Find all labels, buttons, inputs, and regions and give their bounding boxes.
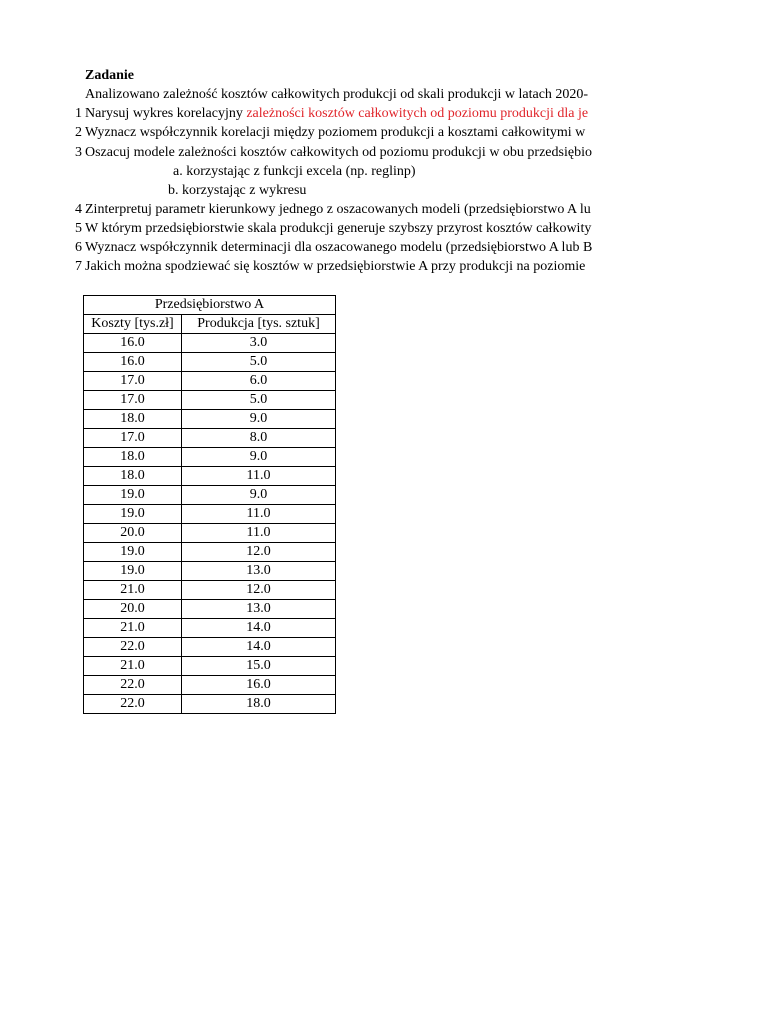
table-row bbox=[84, 486, 336, 505]
cell-koszty: 21.0 bbox=[84, 657, 182, 676]
task-number: 4 bbox=[75, 202, 82, 217]
task-text-plain: Oszacuj modele zależności kosztów całkowitych od poziomu produkcji w obu przedsiębio bbox=[85, 145, 592, 160]
task-number: 3 bbox=[75, 145, 82, 160]
cell-produkcja: 13.0 bbox=[182, 600, 336, 619]
cell-koszty: 18.0 bbox=[84, 467, 182, 486]
task-text-plain: Wyznacz współczynnik korelacji między poziomem produkcji a kosztami całkowitymi w bbox=[85, 125, 586, 140]
table-row bbox=[84, 562, 336, 581]
cell-koszty: 21.0 bbox=[84, 581, 182, 600]
cell-koszty: 20.0 bbox=[84, 524, 182, 543]
table-row bbox=[84, 695, 336, 714]
table-row bbox=[84, 467, 336, 486]
task-text bbox=[85, 257, 585, 276]
cell-koszty: 18.0 bbox=[84, 448, 182, 467]
table-row bbox=[84, 353, 336, 372]
data-table-przedsiebiorstwo-a bbox=[83, 295, 336, 714]
table-row bbox=[84, 372, 336, 391]
table-row bbox=[84, 600, 336, 619]
task-text-highlight: zależności kosztów całkowitych od poziomu produkcji dla je bbox=[246, 106, 589, 121]
cell-produkcja: 12.0 bbox=[182, 581, 336, 600]
table-row bbox=[84, 676, 336, 695]
task-number: 2 bbox=[75, 125, 82, 140]
cell-koszty: 17.0 bbox=[84, 429, 182, 448]
task-text-plain: Wyznacz współczynnik determinacji dla oszacowanego modelu (przedsiębiorstwo A lub B bbox=[85, 240, 593, 255]
cell-produkcja: 14.0 bbox=[182, 619, 336, 638]
cell-koszty: 17.0 bbox=[84, 391, 182, 410]
task-text bbox=[85, 219, 591, 238]
task-number: 5 bbox=[75, 221, 82, 236]
table-row bbox=[84, 429, 336, 448]
header-produkcja: Produkcja [tys. sztuk] bbox=[182, 315, 336, 334]
task-text bbox=[85, 200, 591, 219]
table-row bbox=[84, 638, 336, 657]
table-row bbox=[84, 410, 336, 429]
task-intro: Analizowano zależność kosztów całkowitych produkcji od skali produkcji w latach 2020- bbox=[85, 87, 589, 102]
cell-koszty: 19.0 bbox=[84, 505, 182, 524]
cell-produkcja: 16.0 bbox=[182, 676, 336, 695]
subitem-a: a. korzystając z funkcji excela (np. reglinp) bbox=[173, 164, 416, 179]
cell-produkcja: 8.0 bbox=[182, 429, 336, 448]
cell-produkcja: 9.0 bbox=[182, 448, 336, 467]
table-header-row bbox=[84, 315, 336, 334]
cell-koszty: 22.0 bbox=[84, 638, 182, 657]
table-caption-row bbox=[84, 296, 336, 315]
table-row bbox=[84, 619, 336, 638]
cell-koszty: 20.0 bbox=[84, 600, 182, 619]
header-koszty: Koszty [tys.zł] bbox=[84, 315, 182, 334]
cell-koszty: 17.0 bbox=[84, 372, 182, 391]
task-text bbox=[85, 143, 592, 162]
cell-produkcja: 12.0 bbox=[182, 543, 336, 562]
cell-produkcja: 15.0 bbox=[182, 657, 336, 676]
cell-produkcja: 9.0 bbox=[182, 410, 336, 429]
task-text-plain: Narysuj wykres korelacyjny bbox=[85, 106, 247, 121]
subitem-b: b. korzystając z wykresu bbox=[168, 183, 307, 198]
cell-koszty: 16.0 bbox=[84, 353, 182, 372]
cell-produkcja: 11.0 bbox=[182, 524, 336, 543]
cell-produkcja: 13.0 bbox=[182, 562, 336, 581]
cell-koszty: 19.0 bbox=[84, 543, 182, 562]
cell-koszty: 22.0 bbox=[84, 695, 182, 714]
table-row bbox=[84, 524, 336, 543]
cell-produkcja: 11.0 bbox=[182, 467, 336, 486]
task-title: Zadanie bbox=[85, 68, 135, 83]
table-row bbox=[84, 543, 336, 562]
task-number: 1 bbox=[75, 106, 82, 121]
cell-produkcja: 3.0 bbox=[182, 334, 336, 353]
cell-produkcja: 14.0 bbox=[182, 638, 336, 657]
task-number: 6 bbox=[75, 240, 82, 255]
task-text bbox=[85, 123, 585, 142]
cell-koszty: 22.0 bbox=[84, 676, 182, 695]
cell-koszty: 16.0 bbox=[84, 334, 182, 353]
task-text-plain: Jakich można spodziewać się kosztów w przedsiębiorstwie A przy produkcji na poziomie bbox=[85, 259, 586, 274]
table-row bbox=[84, 334, 336, 353]
task-number: 7 bbox=[75, 259, 82, 274]
cell-koszty: 19.0 bbox=[84, 486, 182, 505]
table-row bbox=[84, 505, 336, 524]
cell-produkcja: 6.0 bbox=[182, 372, 336, 391]
task-text-plain: Zinterpretuj parametr kierunkowy jednego z oszacowanych modeli (przedsiębiorstwo A lu bbox=[85, 202, 591, 217]
table-row bbox=[84, 391, 336, 410]
task-text-plain: W którym przedsiębiorstwie skala produkcji generuje szybszy przyrost kosztów całkowity bbox=[85, 221, 592, 236]
task-text bbox=[85, 104, 588, 123]
task-text bbox=[85, 238, 592, 257]
cell-produkcja: 5.0 bbox=[182, 391, 336, 410]
cell-produkcja: 5.0 bbox=[182, 353, 336, 372]
cell-produkcja: 9.0 bbox=[182, 486, 336, 505]
cell-produkcja: 18.0 bbox=[182, 695, 336, 714]
table-row bbox=[84, 581, 336, 600]
table-row bbox=[84, 657, 336, 676]
cell-koszty: 19.0 bbox=[84, 562, 182, 581]
cell-koszty: 21.0 bbox=[84, 619, 182, 638]
cell-produkcja: 11.0 bbox=[182, 505, 336, 524]
table-caption: Przedsiębiorstwo A bbox=[84, 296, 336, 315]
cell-koszty: 18.0 bbox=[84, 410, 182, 429]
table-row bbox=[84, 448, 336, 467]
